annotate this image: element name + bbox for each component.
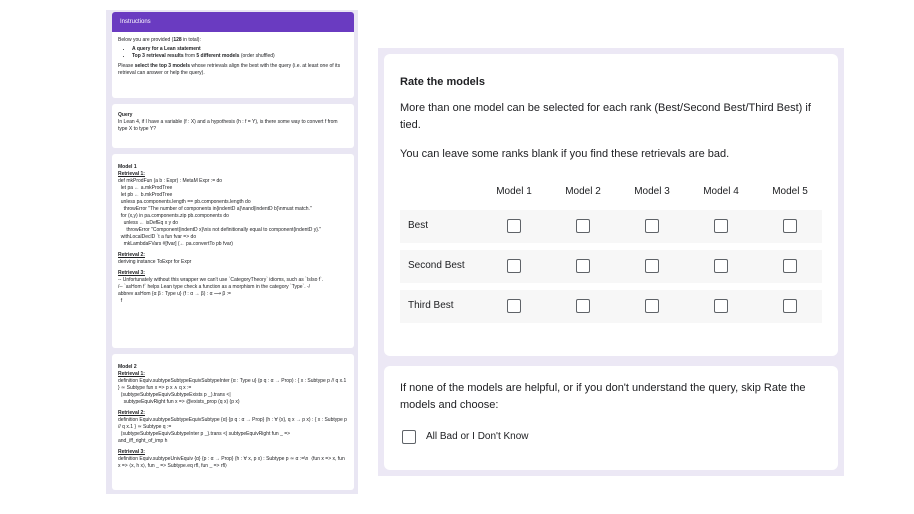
- best-model-2-checkbox[interactable]: [576, 219, 590, 233]
- model2-retrieval3-label: Retrieval 3:: [118, 449, 145, 455]
- all-bad-label[interactable]: All Bad or I Don't Know: [426, 431, 529, 442]
- model2-retrieval2-label: Retrieval 2:: [118, 410, 145, 416]
- model2-retrieval1-code: definition Equiv.subtypeSubtypeEquivSubtypeInter {α : Type u} (p q : α → Prop) : { x : Subtype p // q x.1 } ≃ Subtype fun x => p x ∧ q x := (subtypeSubtypeEquivSubtypeExists p _).trans <| subtypeEquivRight fun x => @exists_prop (q x) (p x): [118, 378, 347, 405]
- rate-description-tie: More than one model can be selected for each rank (Best/Second Best/Third Best) if tied.: [400, 102, 811, 131]
- column-model-1: Model 1: [496, 186, 532, 197]
- query-text: In Lean 4, if I have a variable (f : X) and a hypothesis (h : f = Y), is there some way to convert f from type X to type Y?: [118, 119, 338, 132]
- instructions-header: Instructions: [112, 12, 354, 32]
- instructions-list: [118, 46, 348, 60]
- rank-row-third-best: [400, 290, 822, 323]
- rank-label-third-best: Third Best: [408, 300, 454, 311]
- model2-retrieval1-label: Retrieval 1:: [118, 371, 145, 377]
- instructions-bullet-query: • A query for a Lean statement: [132, 46, 348, 53]
- best-model-5-checkbox[interactable]: [783, 219, 797, 233]
- model1-retrieval1-label: Retrieval 1:: [118, 171, 145, 177]
- instructions-select-text: Please select the top 3 models whose retrievals align the best with the query (i.e. at least one of its retrieval can answer or help the query).: [118, 63, 341, 76]
- second-best-model-2-checkbox[interactable]: [576, 259, 590, 273]
- best-model-4-checkbox[interactable]: [714, 219, 728, 233]
- model1-card: [112, 154, 354, 348]
- rank-row-best: [400, 210, 822, 243]
- best-model-1-checkbox[interactable]: [507, 219, 521, 233]
- column-model-5: Model 5: [772, 186, 808, 197]
- skip-card: [384, 366, 838, 470]
- model1-retrieval2-label: Retrieval 2:: [118, 252, 145, 258]
- query-card: [112, 104, 354, 148]
- model1-retrieval1-code: def mkProdFun (a b : Expr) : MetaM Expr := do let pa ← a.mkProdTree let pb ← b.mkProdTree unless pa.components.length == pb.components.length do throwError "The number of components in{indentD a}\nand{indentD b}\nmust match." for (x,y) in pa.components.zip pb.components do unless ← isDefEq x y do throwError "Component{indentD x}\nis not definitionally equal to component{indentD y}." withLocalDeclD `t a fun fvar => do mkLambdaFVars #[fvar] (← pa.convertTo pb fvar): [118, 178, 322, 247]
- best-model-3-checkbox[interactable]: [645, 219, 659, 233]
- model1-retrieval3-code: -- Unfortunately without this wrapper we can't use `CategoryTheory` idioms, such as `IsIso f`. /-- `asHom f` helps Lean type check a function as a morphism in the category `Type`. -/ abbrev asHom {α β : Type u} (f : α → β) : α ⟶ β := f: [118, 277, 324, 304]
- model2-card: [112, 354, 354, 490]
- rate-card: [384, 54, 838, 356]
- instructions-bullet-retrievals: • Top 3 retrieval results from 5 different models (order shuffled): [132, 53, 348, 60]
- all-bad-checkbox[interactable]: [402, 430, 416, 444]
- third-best-model-1-checkbox[interactable]: [507, 299, 521, 313]
- column-model-4: Model 4: [703, 186, 739, 197]
- second-best-model-3-checkbox[interactable]: [645, 259, 659, 273]
- model1-retrieval2-code: deriving instance ToExpr for Expr: [118, 259, 192, 265]
- column-model-2: Model 2: [565, 186, 601, 197]
- second-best-model-1-checkbox[interactable]: [507, 259, 521, 273]
- instructions-intro: Below you are provided (128 in total):: [118, 37, 201, 43]
- model2-title: Model 2: [118, 364, 137, 370]
- third-best-model-3-checkbox[interactable]: [645, 299, 659, 313]
- rate-title: Rate the models: [400, 76, 485, 88]
- query-title: Query: [118, 112, 133, 118]
- rank-label-second-best: Second Best: [408, 260, 465, 271]
- model2-retrieval2-code: definition Equiv.subtypeSubtypeEquivSubtype {α} {p q : α → Prop} (h : ∀ {x}, q x → p x) : { x : Subtype p // q x.1 } ≃ Subtype q := (subtypeSubtypeEquivSubtypeInter p _).trans <| subtypeEquivRight fun _ => and_iff_right_of_imp h: [118, 417, 347, 444]
- model1-retrieval3-label: Retrieval 3:: [118, 270, 145, 276]
- third-best-model-5-checkbox[interactable]: [783, 299, 797, 313]
- second-best-model-5-checkbox[interactable]: [783, 259, 797, 273]
- instructions-panel: [106, 10, 358, 494]
- rate-description-blank: You can leave some ranks blank if you find these retrievals are bad.: [400, 148, 730, 160]
- model1-title: Model 1: [118, 164, 137, 170]
- column-model-3: Model 3: [634, 186, 670, 197]
- skip-instruction: If none of the models are helpful, or if you don't understand the query, skip Rate the models and choose:: [400, 382, 806, 411]
- rating-panel: [378, 48, 844, 476]
- instructions-card: [112, 12, 354, 98]
- second-best-model-4-checkbox[interactable]: [714, 259, 728, 273]
- rank-label-best: Best: [408, 220, 429, 231]
- third-best-model-2-checkbox[interactable]: [576, 299, 590, 313]
- model2-retrieval3-code: definition Equiv.subtypeUnivEquiv {α} {p : α → Prop} (h : ∀ x, p x) : Subtype p ≃ α :=\n ⟨fun x => x, fun x => ⟨x, h x⟩, fun _ => Subtype.eq rfl, fun _ => rfl⟩: [118, 456, 347, 469]
- rank-row-second-best: [400, 250, 822, 283]
- third-best-model-4-checkbox[interactable]: [714, 299, 728, 313]
